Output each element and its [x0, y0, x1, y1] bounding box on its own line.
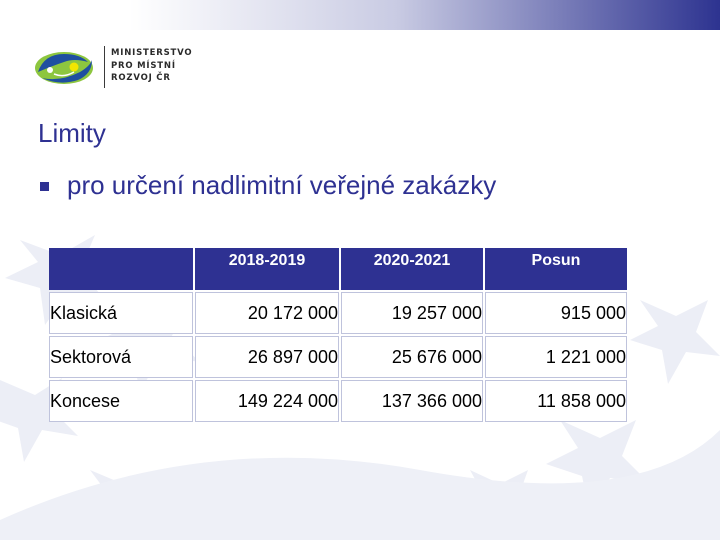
- slide-title: Limity: [38, 118, 106, 148]
- header-cell-2020-2021: 2020-2021: [341, 248, 483, 290]
- header-cell-empty: [49, 248, 193, 290]
- ministry-name-line-3: ROZVOJ ČR: [111, 73, 171, 84]
- cell-value-2020-2021: 137 366 000: [341, 380, 483, 422]
- cell-value-2018-2019: 149 224 000: [195, 380, 339, 422]
- header-cell-posun: Posun: [485, 248, 627, 290]
- cell-value-posun: 1 221 000: [485, 336, 627, 378]
- table-row: [49, 292, 627, 334]
- bullet-item: [40, 170, 496, 201]
- row-label: Klasická: [49, 292, 193, 334]
- cell-value-posun: 11 858 000: [485, 380, 627, 422]
- ministry-logo: [34, 46, 204, 90]
- row-label: Sektorová: [49, 336, 193, 378]
- cell-value-2018-2019: 26 897 000: [195, 336, 339, 378]
- ministry-logo-mark: [34, 48, 96, 86]
- table-header-row: [49, 248, 627, 290]
- table-row: [49, 380, 627, 422]
- cell-value-2018-2019: 20 172 000: [195, 292, 339, 334]
- row-label: Koncese: [49, 380, 193, 422]
- table-row: [49, 336, 627, 378]
- ministry-name: [111, 47, 192, 85]
- header-cell-2018-2019: 2018-2019: [195, 248, 339, 290]
- ministry-name-line-2: PRO MÍSTNÍ: [111, 60, 176, 71]
- bullet-text: pro určení nadlimitní veřejné zakázky: [67, 170, 497, 200]
- ministry-name-line-1: MINISTERSTVO: [111, 48, 193, 58]
- limits-table: [47, 246, 629, 424]
- square-bullet-icon: [40, 182, 49, 191]
- cell-value-2020-2021: 25 676 000: [341, 336, 483, 378]
- cell-value-2020-2021: 19 257 000: [341, 292, 483, 334]
- cell-value-posun: 915 000: [485, 292, 627, 334]
- logo-divider: [104, 46, 105, 88]
